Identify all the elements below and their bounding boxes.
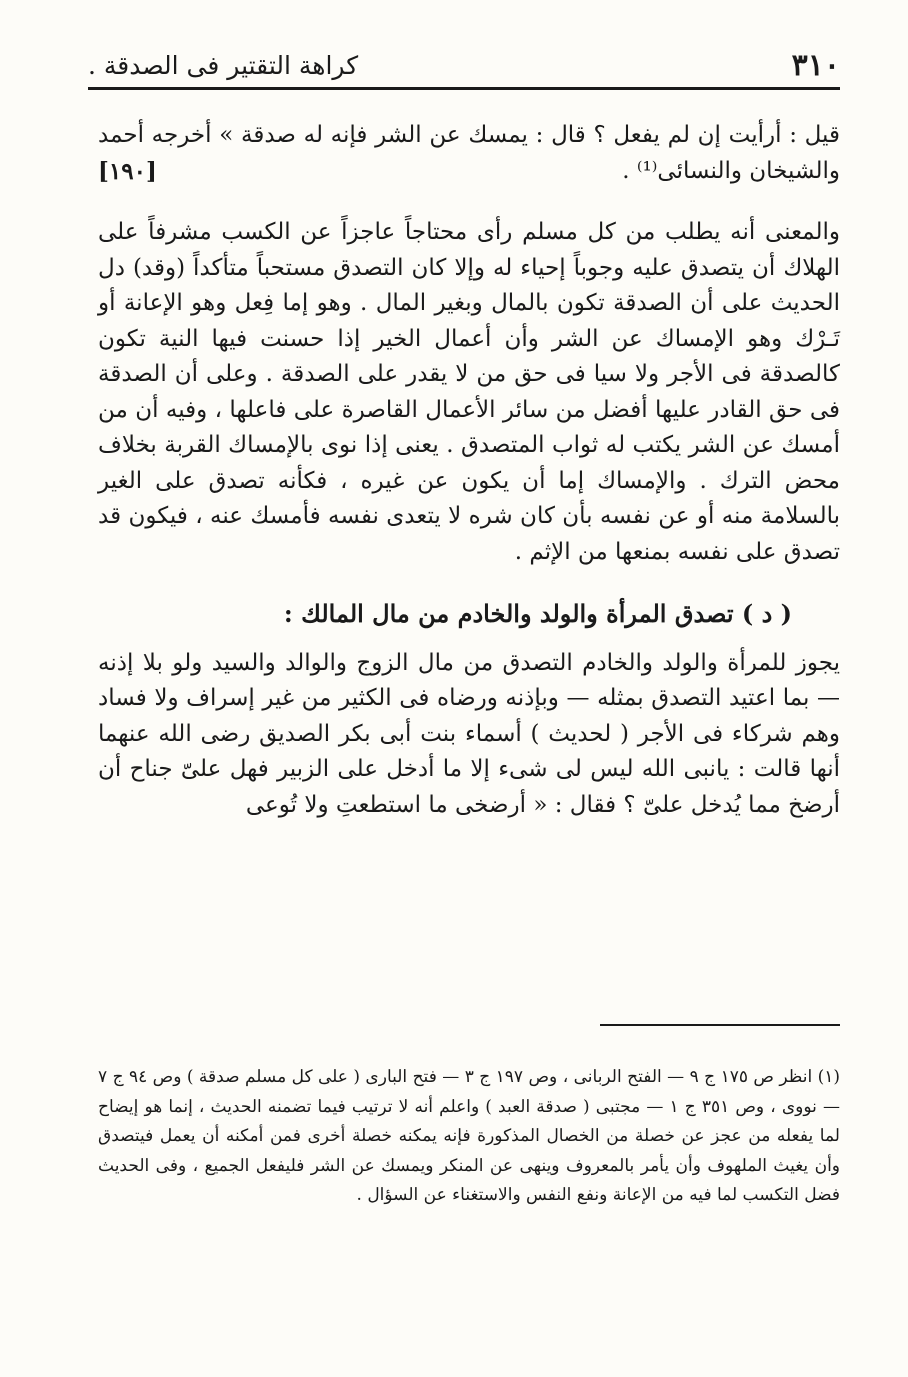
section-heading: ( د ) تصدق المرأة والولد والخادم من مال المالك : [283,599,792,628]
footnotes [98,1063,840,1211]
footnote-divider [600,1024,840,1026]
paragraph-commentary: والمعنى أنه يطلب من كل مسلم رأى محتاجاً عاجزاً عن الكسب مشرفاً على الهلاك أن يتصدق عليه وجوباً إحياء له وإلا كان التصدق مستحباً متأكداً (وقد) دل الحديث على أن الصدقة تكون بالمال وبغير المال . وهو إما فِعل وهو الإعانة أو تَـرْك وهو الإمساك عن الشر وأن أعمال الخير إذا حسنت فيها النية تكون كالصدقة فى الأجر ولا سيا فى حق من لا يقدر على الصدقة . وعلى أن الصدقة فى حق القادر عليها أفضل من سائر الأعمال القاصرة على فاعلها ، وفيه أن من أمسك عن الشر يكتب له ثواب المتصدق . يعنى إذا نوى بالإمساك القربة بخلاف محض الترك . والإمساك إما أن يكون عن غيره ، فكأنه تصدق على الغير بالسلامة منه أو عن نفسه بأن كان شره لا يتعدى نفسه فأمسك عنه ، فيكون قد تصدق على نفسه بمنعها من الإثم . [98,219,840,565]
main-text [98,118,840,823]
page-header [88,44,840,90]
paragraph-section-body: يجوز للمرأة والولد والخادم التصدق من مال الزوج والوالد والسيد ولو بلا إذنه — بما اعتيد التصدق بمثله — وبإذنه ورضاه فى الكثير من غير إسراف ولا فساد وهم شركاء فى الأجر ( لحديث ) أسماء بنت أبى بكر الصديق رضى الله عنهما أنها قالت : يانبى الله ليس لى شىء إلا ما أدخل على الزبير فهل علىّ جناح أن أرضخ مما يُدخل علىّ ؟ فقال : « أرضخى ما استطعتِ ولا تُوعى [98,649,840,818]
running-title: كراهة التقتير فى الصدقة . [88,51,359,80]
reference-number: [١٩٠] [98,157,157,185]
footnote-1: (١) انظر ص ١٧٥ ج ٩ — الفتح الربانى ، وص ١٩٧ ج ٣ — فتح البارى ( على كل مسلم صدقة ) وص ٩٤ ج ٧ — نووى ، وص ٣٥١ ج ١ — مجتبى ( صدقة العبد ) واعلم أنه لا ترتيب فيما تضمنه الحديث ، إنما هو إيضاح لما يفعله من عجز عن خصلة من الخصال المذكورة فإنه يمكنه خصلة أخرى فمن أمكنه أن يعمل فيتصدق وأن يغيث الملهوف وأن يأمر بالمعروف وينهى عن المنكر ويمسك عن الشر فليفعل الجميع ، وفى الحديث فضل التكسب لما فيه من الإعانة ونفع النفس والاستغناء عن السؤال . [98,1067,841,1205]
paragraph-hadith-end [98,118,840,189]
paragraph-1-text: قيل : أرأيت إن لم يفعل ؟ قال : يمسك عن الشر فإنه له صدقة » أخرجه أحمد والشيخان والنسائى⁽¹⁾ . [98,122,840,184]
page-number: ٣١٠ [791,48,840,83]
